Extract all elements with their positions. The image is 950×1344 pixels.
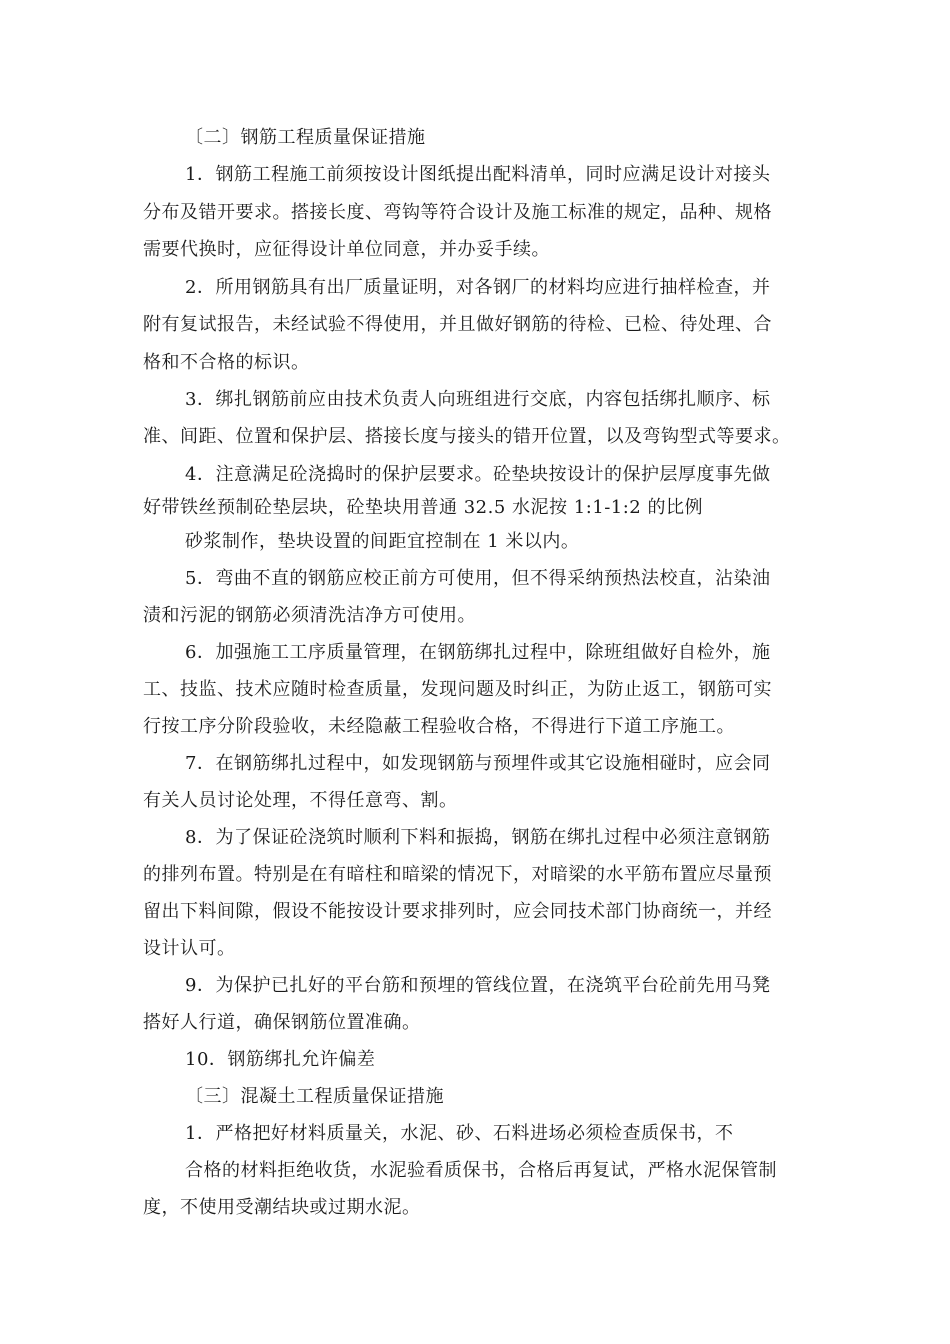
paragraph-line: 准、间距、位置和保护层、搭接长度与接头的错开位置，以及弯钩型式等要求。 xyxy=(143,426,791,447)
paragraph-line: 度，不使用受潮结块或过期水泥。 xyxy=(143,1197,421,1218)
section-heading-rebar: 〔二〕钢筋工程质量保证措施 xyxy=(185,127,426,148)
paragraph-line: 8．为了保证砼浇筑时顺利下料和振捣，钢筋在绑扎过程中必须注意钢筋 xyxy=(185,827,771,848)
paragraph-line: 格和不合格的标识。 xyxy=(143,352,310,373)
paragraph-line: 7．在钢筋绑扎过程中，如发现钢筋与预埋件或其它设施相碰时，应会同 xyxy=(185,753,771,774)
paragraph-line: 的排列布置。特别是在有暗柱和暗梁的情况下，对暗梁的水平筋布置应尽量预 xyxy=(143,864,772,885)
paragraph-line: 附有复试报告，未经试验不得使用，并且做好钢筋的待检、已检、待处理、合 xyxy=(143,314,772,335)
paragraph-line: 5．弯曲不直的钢筋应校正前方可使用，但不得采纳预热法校直，沾染油 xyxy=(185,568,771,589)
paragraph-line: 9．为保护已扎好的平台筋和预埋的管线位置，在浇筑平台砼前先用马凳 xyxy=(185,975,771,996)
paragraph-line: 搭好人行道，确保钢筋位置准确。 xyxy=(143,1012,421,1033)
paragraph-line: 有关人员讨论处理，不得任意弯、割。 xyxy=(143,790,458,811)
paragraph-line: 砂浆制作，垫块设置的间距宜控制在 1 米以内。 xyxy=(185,531,580,552)
paragraph-line: 合格的材料拒绝收货，水泥验看质保书，合格后再复试，严格水泥保管制 xyxy=(185,1160,777,1181)
paragraph-line: 3．绑扎钢筋前应由技术负责人向班组进行交底，内容包括绑扎顺序、标 xyxy=(185,389,771,410)
paragraph-line: 10．钢筋绑扎允许偏差 xyxy=(185,1049,376,1070)
paragraph-line: 工、技监、技术应随时检查质量，发现问题及时纠正，为防止返工，钢筋可实 xyxy=(143,679,772,700)
paragraph-line: 1．钢筋工程施工前须按设计图纸提出配料清单，同时应满足设计对接头 xyxy=(185,164,771,185)
paragraph-line: 设计认可。 xyxy=(143,938,236,959)
paragraph-line: 分布及错开要求。搭接长度、弯钩等符合设计及施工标准的规定，品种、规格 xyxy=(143,202,772,223)
paragraph-line: 6．加强施工工序质量管理，在钢筋绑扎过程中，除班组做好自检外，施 xyxy=(185,642,771,663)
paragraph-line: 2．所用钢筋具有出厂质量证明，对各钢厂的材料均应进行抽样检查，并 xyxy=(185,277,771,298)
paragraph-line: 好带铁丝预制砼垫层块，砼垫块用普通 32.5 水泥按 1:1-1:2 的比例 xyxy=(143,497,703,518)
section-heading-concrete: 〔三〕混凝土工程质量保证措施 xyxy=(185,1086,444,1107)
paragraph-line: 留出下料间隙，假设不能按设计要求排列时，应会同技术部门协商统一，并经 xyxy=(143,901,772,922)
paragraph-line: 行按工序分阶段验收，未经隐蔽工程验收合格，不得进行下道工序施工。 xyxy=(143,716,735,737)
paragraph-line: 需要代换时，应征得设计单位同意，并办妥手续。 xyxy=(143,239,550,260)
paragraph-line: 渍和污泥的钢筋必须清洗洁净方可使用。 xyxy=(143,605,476,626)
paragraph-line: 1．严格把好材料质量关，水泥、砂、石料进场必须检查质保书，不 xyxy=(185,1123,734,1144)
paragraph-line: 4．注意满足砼浇捣时的保护层要求。砼垫块按设计的保护层厚度事先做 xyxy=(185,464,771,485)
